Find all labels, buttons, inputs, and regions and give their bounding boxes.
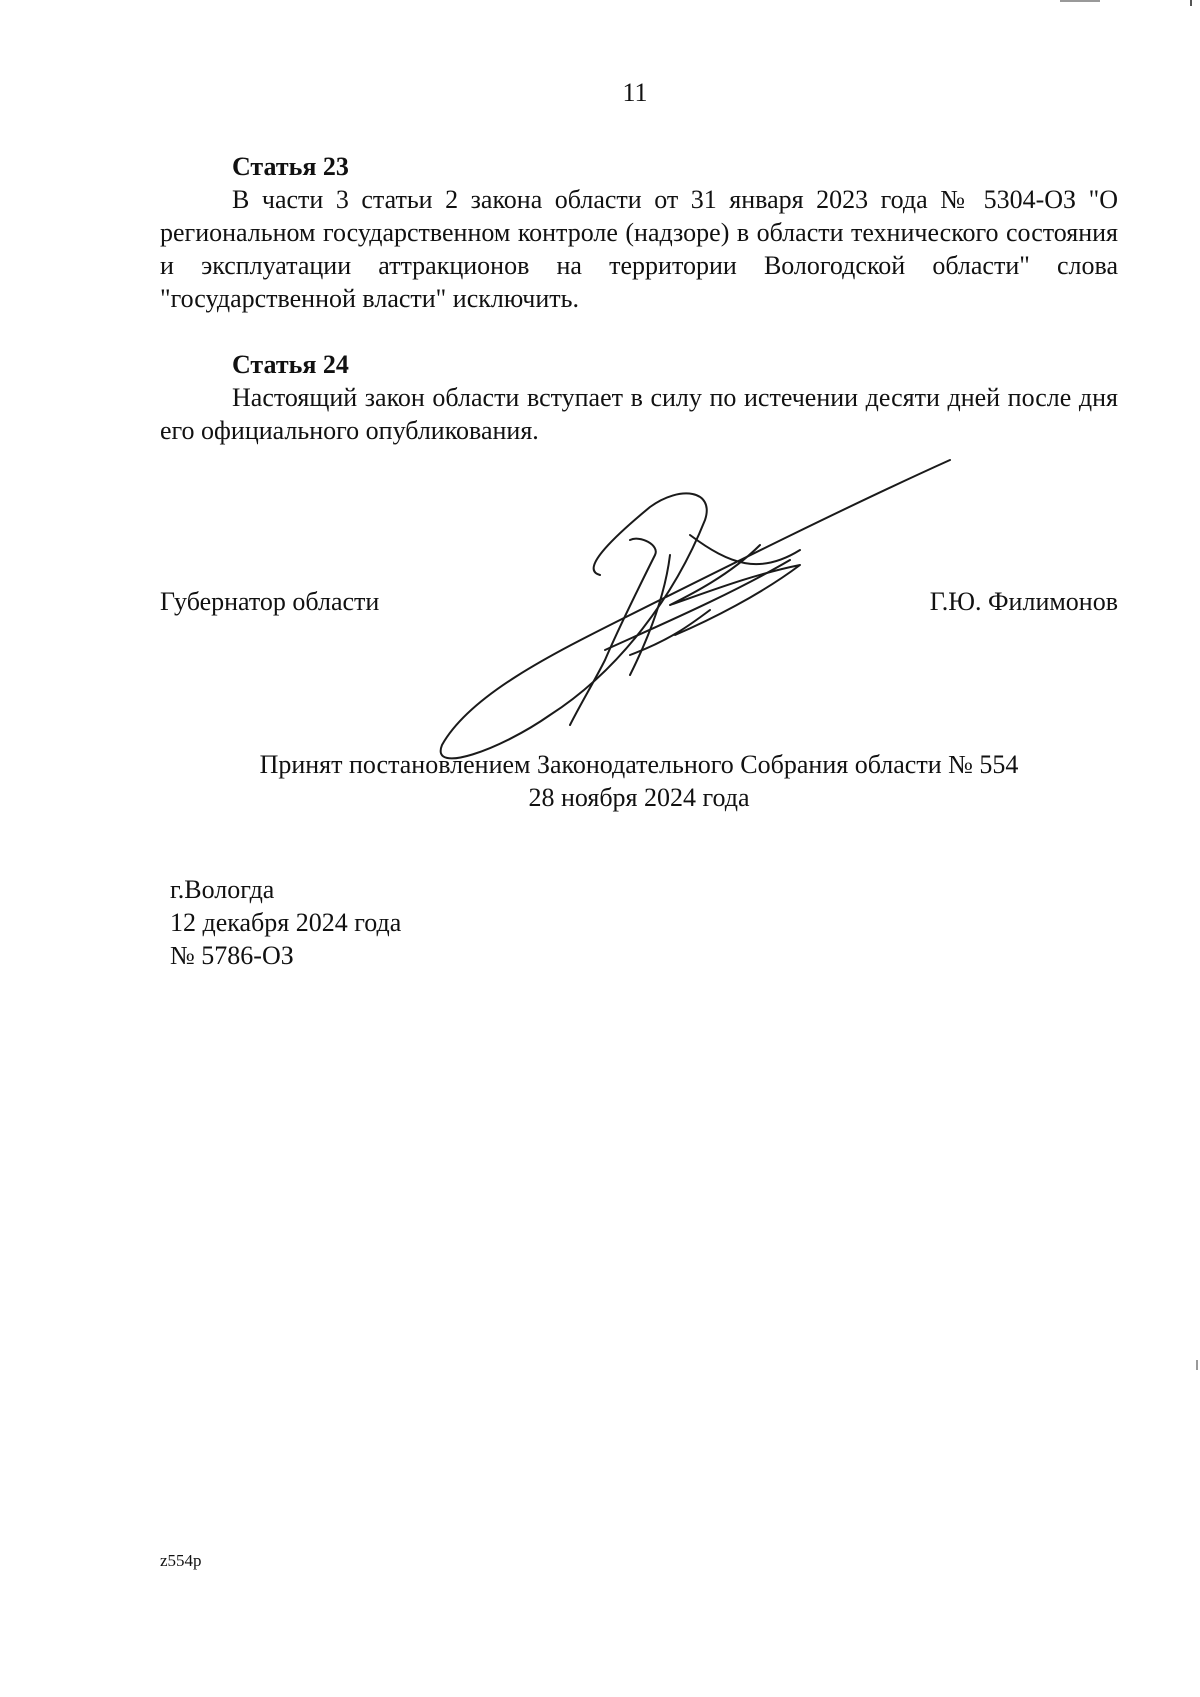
signatory-position: Губернатор области — [160, 587, 380, 616]
adoption-line: Принят постановлением Законодательного Собрания области № 554 — [259, 750, 1019, 779]
law-number: № 5786-ОЗ — [170, 941, 294, 970]
document-code: z554p — [160, 1551, 202, 1570]
article-text: Настоящий закон области вступает в силу по истечении десяти дней после дня его официального опубликования. — [160, 383, 1118, 445]
article-24 — [160, 348, 1118, 447]
scan-edge-mark — [1060, 0, 1100, 2]
signatory-name: Г.Ю. Филимонов — [929, 587, 1118, 616]
article-title: Статья 24 — [232, 350, 349, 379]
adoption-note — [160, 748, 1118, 814]
city: г.Вологда — [170, 875, 275, 904]
scan-edge-mark — [1196, 1360, 1198, 1370]
handwritten-signature — [430, 445, 970, 765]
scan-edge-mark — [1190, 0, 1192, 6]
adoption-date: 28 ноября 2024 года — [528, 783, 750, 812]
article-23 — [160, 150, 1118, 315]
article-text: В части 3 статьи 2 закона области от 31 января 2023 года № 5304-ОЗ "О региональном государственном контроле (надзоре) в области технического состояния и эксплуатации аттракционов на территории Вологодской области" слова "государственной власти" исключить. — [160, 185, 1118, 313]
page-number: 11 — [622, 78, 648, 107]
place-date-number — [170, 873, 401, 972]
law-date: 12 декабря 2024 года — [170, 908, 402, 937]
article-title: Статья 23 — [232, 152, 349, 181]
